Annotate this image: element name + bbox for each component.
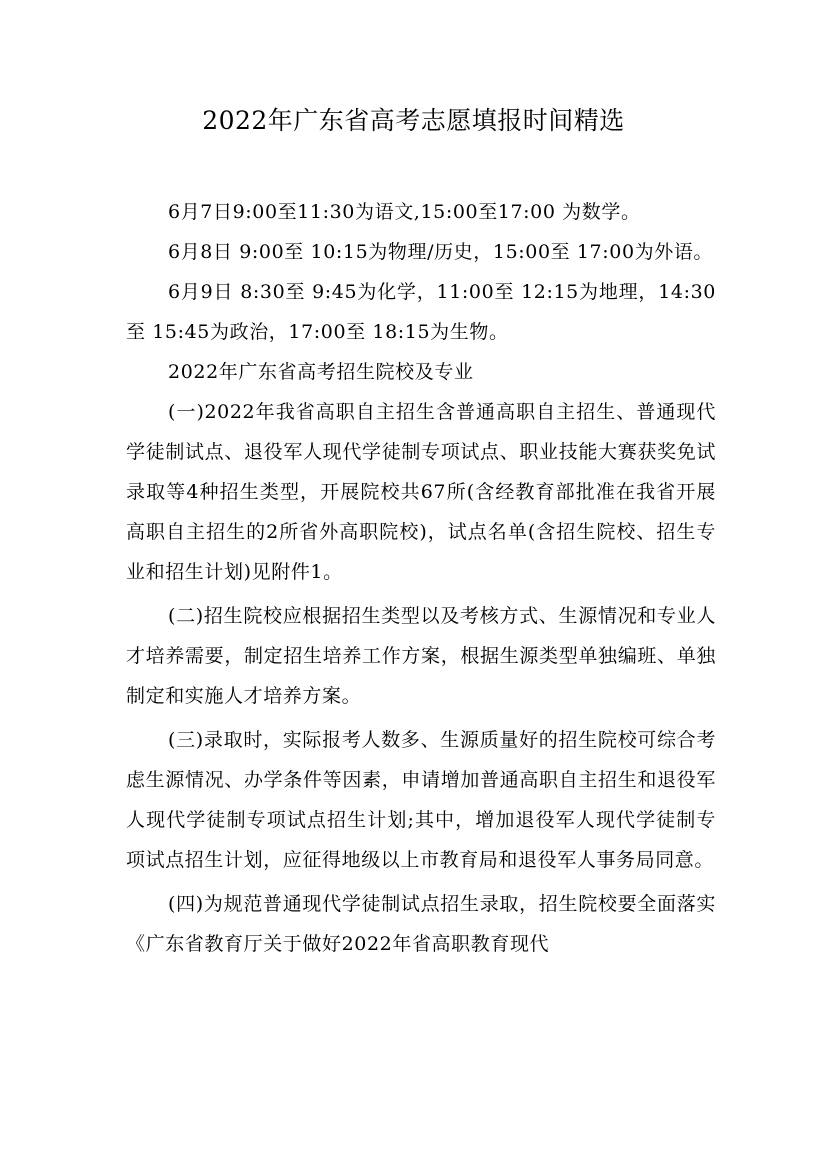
section-heading: 2022年广东省高考招生院校及专业 bbox=[168, 361, 474, 383]
paragraph-item-4: (四)为规范普通现代学徒制试点招生录取，招生院校要全面落实《广东省教育厅关于做好2022年省高职教育现代 bbox=[126, 893, 716, 955]
paragraph-exam-june-7: 6月7日9:00至11:30为语文,15:00至17:00 为数学。 bbox=[168, 201, 641, 223]
paragraph-exam-june-9: 6月9日 8:30至 9:45为化学，11:00至 12:15为地理，14:30至 15:45为政治，17:00至 18:15为生物。 bbox=[126, 281, 716, 343]
paragraph-exam-june-8: 6月8日 9:00至 10:15为物理/历史，15:00至 17:00为外语。 bbox=[168, 241, 714, 263]
paragraph-item-3: (三)录取时，实际报考人数多、生源质量好的招生院校可综合考虑生源情况、办学条件等因素，申请增加普通高职自主招生和退役军人现代学徒制专项试点招生计划;其中，增加退役军人现代学徒制专项试点招生计划，应征得地级以上市教育局和退役军人事务局同意。 bbox=[126, 729, 716, 871]
paragraph-item-1: (一)2022年我省高职自主招生含普通高职自主招生、普通现代学徒制试点、退役军人现代学徒制专项试点、职业技能大赛获奖免试录取等4种招生类型，开展院校共67所(含经教育部批准在我省开展高职自主招生的2所省外高职院校)，试点名单(含招生院校、招生专业和招生计划)见附件1。 bbox=[126, 401, 716, 583]
document-body bbox=[126, 192, 716, 964]
document-title: 2022年广东省高考志愿填报时间精选 bbox=[202, 106, 625, 135]
paragraph-item-2: (二)招生院校应根据招生类型以及考核方式、生源情况和专业人才培养需要，制定招生培养工作方案，根据生源类型单独编班、单独制定和实施人才培养方案。 bbox=[126, 605, 716, 707]
